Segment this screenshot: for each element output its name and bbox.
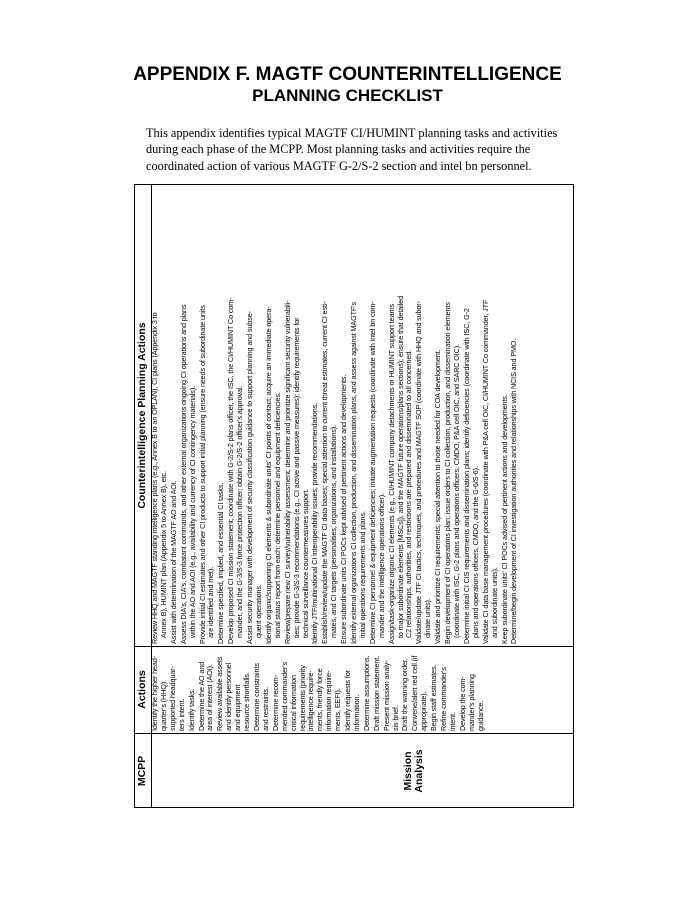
action-item-line: supported headquar- — [167, 666, 177, 731]
ci-action-item — [199, 187, 217, 644]
ci-action-item — [482, 187, 500, 644]
ci-action-item — [265, 187, 283, 644]
action-item-line: Determine the AO and — [196, 661, 206, 731]
ci-action-item-line: Establish/review/update the MAGTF CI data bases; special attention to current threat estimates, current CI esti- — [320, 301, 330, 644]
action-item-line: mander's planning — [466, 674, 476, 731]
ci-action-item — [170, 187, 179, 644]
ci-action-item-line: Validate/update JTF CI tactics, techniques, and procedures and MAGTF SOP (coordinate with HHQ and subor- — [414, 301, 424, 644]
action-item-line: and restraints. — [260, 686, 270, 731]
ci-action-item-line: Assign/task-organize organic CI elements (e.g., CI/HUMINT company detachments or HUMINT support teams — [386, 304, 396, 644]
action-item-line: information require- — [324, 670, 334, 731]
action-item — [411, 647, 429, 731]
action-item-line: area of interest (AOI). — [205, 664, 215, 731]
intro-line: during each phase of the MCPP. Most planning tasks and activities require the — [146, 142, 531, 157]
action-item-line: intelligence require- — [306, 670, 316, 731]
action-item-line: and equipment — [233, 684, 243, 731]
ci-action-item-line: within the AO and AOI (e.g., availability and currency of CI contingency materials). — [187, 385, 197, 638]
ci-action-item — [415, 187, 433, 644]
ci-action-item-line: Assist security manager with development of security classification guidance to support planning and subse- — [245, 311, 255, 644]
action-item — [198, 647, 216, 731]
ci-action-item — [246, 187, 264, 644]
ci-action-item-line: Identify organic/supporting CI elements & subordinate units' CI points of contact; acquire an immediate opera- — [263, 306, 273, 644]
actions-column — [151, 647, 487, 731]
ci-action-item-line: Identify external organizations CI collection, production, and dissemination plans, and assess against MAGTF's — [349, 302, 359, 644]
ci-action-item — [340, 187, 349, 644]
phase-label-line: Mission — [402, 751, 414, 791]
ci-action-item-line: technical surveillance countermeasures support. — [300, 488, 310, 638]
action-item-line: Begin staff estimates. — [429, 664, 439, 731]
action-item — [373, 647, 382, 731]
action-item-line: Determine recom- — [270, 675, 280, 731]
action-item — [363, 647, 372, 731]
action-item-line: Identify requests for — [343, 669, 353, 731]
ci-action-item-line: Determine/begin development of CI investigation authorities and relationships with NCIS and PMO. — [509, 338, 519, 644]
ci-action-item-line: Assess DIA's, CIA's, combatant commands, and other external organizations ongoing CI operations and plans — [178, 304, 188, 644]
ci-action-item-line: Review/prepare new CI survey/vulnerability assessment; determine and prioritize significant security vulnerabili- — [282, 300, 292, 644]
action-item-line: Identify the higher head- — [150, 655, 159, 731]
action-item — [216, 647, 252, 731]
action-item-line: Present mission analy- — [381, 660, 391, 731]
ci-action-item-line: Annex B), HUMINT plan (Appendix 5 to Annex B), etc. — [158, 471, 168, 638]
ci-action-item-line: quent operations. — [253, 584, 263, 638]
header-ci-planning-actions: Counterintelligence Planning Actions — [136, 322, 148, 509]
ci-action-item-line: Develop proposed CI mission statement; coordinate with G-2/S-2 plans officer, the ISC, the CI/HUMINT Co com- — [226, 297, 236, 644]
page-title-line2: PLANNING CHECKLIST — [252, 86, 443, 105]
ci-action-item-line: mander and the intelligence operations officer). — [376, 493, 386, 638]
ci-action-item-line: mates, and CI targets (personalities, organizations, and installations). — [329, 425, 339, 638]
action-item-line: Convene/alert red cell (if — [410, 655, 420, 731]
ci-actions-column — [151, 187, 520, 644]
action-item-line: ters intent. — [176, 698, 186, 731]
ci-action-item-line: C2 relationships, authorities, and restrictions are prepared and disseminated to all concerned. — [404, 349, 414, 638]
ci-action-item — [510, 187, 519, 644]
action-item — [272, 647, 343, 731]
action-item — [383, 647, 401, 731]
intro-line: coordinated action of various MAGTF G-2/S-2 section and intel bn personnel. — [146, 158, 532, 173]
ci-action-item — [444, 187, 462, 644]
ci-action-item-line: dinate units). — [423, 598, 433, 638]
action-item — [253, 647, 271, 731]
action-item — [401, 647, 410, 731]
action-item-line: Refine commander's — [439, 667, 449, 731]
header-mcpp: MCPP — [136, 755, 148, 787]
ci-action-item — [311, 187, 320, 644]
action-item-line: Determine constraints — [251, 663, 261, 731]
action-item-line: Identify tasks. — [186, 688, 196, 731]
header-actions: Actions — [136, 670, 148, 709]
ci-action-item — [369, 187, 387, 644]
action-item — [440, 647, 458, 731]
ci-action-item-line: initial operations requirements and plans. — [357, 511, 367, 638]
action-item — [430, 647, 439, 731]
ci-action-item — [217, 187, 226, 644]
ci-action-item-line: Ensure subordinate units CI POCs kept advised of pertinent actions and developments. — [339, 374, 349, 644]
planning-checklist-table — [134, 184, 574, 808]
ci-action-item-line: Begin development of CI operations plan; issue orders to CI collection, production, and dissemination elements — [443, 302, 453, 644]
ci-action-item — [388, 187, 415, 644]
action-item-line: Develop the com- — [457, 676, 467, 731]
ci-action-item-line: Validate CI data base management procedures (coordinate with P&A cell OIC, CI/HUMINT Co commander, JTF — [480, 299, 490, 644]
action-item-line: requirements (priority — [297, 665, 307, 731]
ci-action-item-line: Assist with determination of the MAGTF AO and AOI. — [168, 480, 178, 644]
action-item-line: sis brief. — [390, 705, 400, 731]
ci-action-item-line: ties; provide G-3/S-3 recommendations (e.g., CI active and passive measures); identify requirements for — [291, 317, 301, 638]
ci-action-item-line: plans and operations officers, CMDO, and the G-6/S-6). — [470, 466, 480, 638]
intro-paragraph — [146, 125, 566, 174]
ci-action-item-line: Identify JTF/multinational CI interoperability issues; provide recommendations. — [310, 403, 320, 644]
ci-action-item — [180, 187, 198, 644]
rotated-table-content — [135, 185, 573, 809]
ci-action-item-line: tional status report from each; determine personnel and equipment deficiencies. — [272, 392, 282, 638]
ci-action-item — [227, 187, 245, 644]
action-item-line: appropriate). — [419, 691, 429, 731]
action-item-line: guidance. — [475, 700, 485, 731]
ci-action-item-line: Determine specified, implied, and essential CI tasks. — [216, 482, 226, 644]
ci-action-item-line: Determine CI personnel & equipment deficiencies; initiate augmentation requests (coordinate with intel bn com- — [367, 301, 377, 644]
ci-action-item — [463, 187, 481, 644]
ci-action-item — [434, 187, 443, 644]
ci-action-item-line: Keep subordinate units' CI POCs advised of pertinent actions and developments. — [499, 394, 509, 644]
ci-action-item-line: (coordinate with ISC, G-2 plans and operations officers, CMDO, P&A cell OIC, and SARC OIC). — [452, 344, 461, 638]
ci-action-item — [321, 187, 339, 644]
ci-action-item-line: mander, and the G-3/S-3 force protection officer; obtain G-2/S-2 officer's approval. — [235, 385, 245, 638]
action-item-line: Determine assumptions. — [361, 655, 371, 731]
ci-action-item-line: and subordinate units). — [489, 567, 499, 638]
intro-line: This appendix identifies typical MAGTF CI/HUMINT planning tasks and activities — [146, 126, 558, 140]
ci-action-item — [284, 187, 311, 644]
action-item-line: Draft mission statement. — [371, 655, 381, 731]
action-item-line: quarter's (HHQ) — [158, 682, 168, 731]
action-item-line: information. — [351, 694, 361, 731]
page-title-line1: APPENDIX F. MAGTF COUNTERINTELLIGENCE — [133, 64, 562, 85]
phase-label-line: Analysis — [413, 749, 425, 793]
action-item-line: and identify personnel — [224, 662, 234, 731]
action-item-line: resource shortfalls. — [242, 672, 252, 731]
action-item-line: critical information — [288, 675, 298, 731]
action-item-line: intent. — [448, 712, 457, 731]
action-item-line: ments, friendly force — [315, 668, 325, 731]
ci-action-item-line: are identified and met). — [206, 566, 216, 638]
action-item — [459, 647, 486, 731]
ci-action-item-line: to major subordinate elements [MSCs]), and the MAGTF future operations/plans sections); ensure that detailed — [395, 296, 405, 638]
ci-action-item — [151, 187, 169, 644]
action-item-line: ments, EEFI). — [333, 688, 343, 731]
ci-action-item-line: Determine initial CI CIS requirements and dissemination plans; identify deficiencies (coordinate with ISC, G-2 — [461, 308, 471, 644]
ci-action-item-line: Validate and prioritize CI requirements; special attention to those needed for COA development. — [433, 349, 443, 644]
action-item-line: Draft the warning order. — [400, 658, 410, 731]
action-item-line: Review available assets — [215, 656, 225, 731]
action-item — [188, 647, 197, 731]
phase-label — [403, 733, 425, 809]
action-item — [344, 647, 362, 731]
ci-action-item-line: Review HHQ and MAGTF standing intelligence plans (e.g., Annex B to an OPLAN), CI plans (Appendix 3 to — [150, 312, 159, 644]
action-item — [151, 647, 187, 731]
ci-action-item-line: Provide initial CI estimates and other CI products to support initial planning (ensure needs of subordinate units — [197, 305, 207, 644]
ci-action-item — [350, 187, 368, 644]
action-item-line: mended commander's — [279, 661, 289, 731]
ci-action-item — [501, 187, 510, 644]
